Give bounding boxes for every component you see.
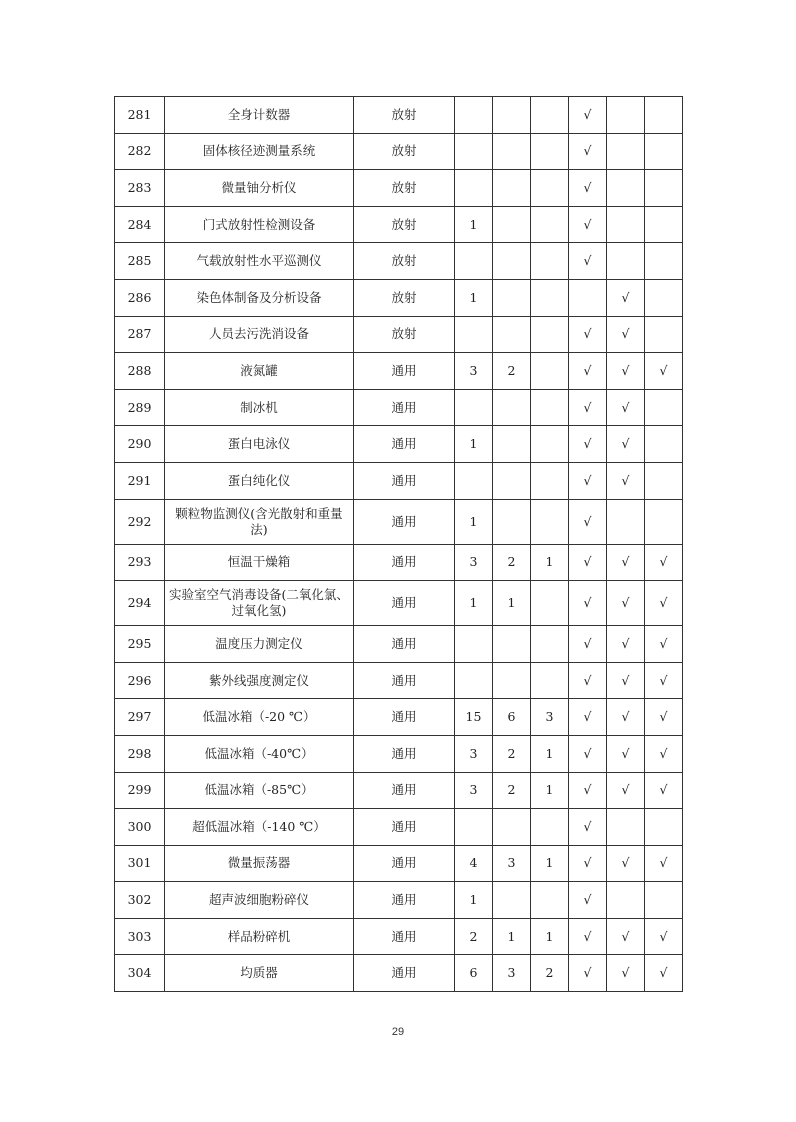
equipment-name: 恒温干燥箱 (165, 544, 354, 581)
quantity-level-1 (455, 170, 493, 207)
quantity-level-3 (531, 97, 569, 134)
quantity-level-2: 6 (493, 699, 531, 736)
row-number: 294 (115, 581, 165, 626)
table-row (115, 389, 683, 426)
table-row (115, 133, 683, 170)
check-level-2: √ (607, 735, 645, 772)
check-level-2 (607, 882, 645, 919)
quantity-level-3 (531, 426, 569, 463)
equipment-category: 通用 (354, 735, 455, 772)
equipment-name: 紫外线强度测定仪 (165, 662, 354, 699)
quantity-level-3: 3 (531, 699, 569, 736)
equipment-name: 超低温冰箱（-140 ℃） (165, 809, 354, 846)
quantity-level-1 (455, 626, 493, 663)
quantity-level-1 (455, 316, 493, 353)
quantity-level-1 (455, 662, 493, 699)
check-level-2 (607, 499, 645, 544)
table-row (115, 882, 683, 919)
check-level-3: √ (645, 581, 683, 626)
quantity-level-2 (493, 809, 531, 846)
check-level-1: √ (569, 882, 607, 919)
equipment-category: 通用 (354, 353, 455, 390)
quantity-level-2: 2 (493, 353, 531, 390)
check-level-3: √ (645, 735, 683, 772)
table-row (115, 955, 683, 992)
row-number: 297 (115, 699, 165, 736)
equipment-category: 通用 (354, 699, 455, 736)
equipment-category: 放射 (354, 206, 455, 243)
quantity-level-2 (493, 133, 531, 170)
table-row (115, 845, 683, 882)
quantity-level-2 (493, 389, 531, 426)
check-level-1: √ (569, 955, 607, 992)
quantity-level-1: 3 (455, 544, 493, 581)
quantity-level-2: 1 (493, 918, 531, 955)
table-body (115, 97, 683, 992)
row-number: 303 (115, 918, 165, 955)
row-number: 291 (115, 462, 165, 499)
quantity-level-1: 2 (455, 918, 493, 955)
check-level-2: √ (607, 389, 645, 426)
quantity-level-2: 2 (493, 772, 531, 809)
check-level-3: √ (645, 918, 683, 955)
check-level-2 (607, 133, 645, 170)
quantity-level-3 (531, 316, 569, 353)
check-level-2 (607, 809, 645, 846)
check-level-2: √ (607, 918, 645, 955)
quantity-level-2 (493, 882, 531, 919)
quantity-level-1: 15 (455, 699, 493, 736)
row-number: 292 (115, 499, 165, 544)
table-row (115, 426, 683, 463)
quantity-level-3 (531, 389, 569, 426)
quantity-level-3 (531, 206, 569, 243)
row-number: 304 (115, 955, 165, 992)
check-level-3: √ (645, 845, 683, 882)
quantity-level-3: 1 (531, 918, 569, 955)
equipment-name: 样品粉碎机 (165, 918, 354, 955)
quantity-level-1: 1 (455, 581, 493, 626)
check-level-1: √ (569, 97, 607, 134)
equipment-category: 放射 (354, 133, 455, 170)
quantity-level-1: 1 (455, 882, 493, 919)
table-row (115, 772, 683, 809)
quantity-level-1: 6 (455, 955, 493, 992)
equipment-name: 门式放射性检测设备 (165, 206, 354, 243)
quantity-level-3 (531, 499, 569, 544)
equipment-name: 染色体制备及分析设备 (165, 279, 354, 316)
quantity-level-2 (493, 97, 531, 134)
quantity-level-2 (493, 426, 531, 463)
check-level-2: √ (607, 955, 645, 992)
quantity-level-1: 3 (455, 353, 493, 390)
equipment-category: 放射 (354, 170, 455, 207)
check-level-3 (645, 882, 683, 919)
equipment-category: 通用 (354, 581, 455, 626)
equipment-name: 实验室空气消毒设备(二氧化氯、过氧化氢) (165, 581, 354, 626)
quantity-level-3: 2 (531, 955, 569, 992)
row-number: 282 (115, 133, 165, 170)
quantity-level-3 (531, 662, 569, 699)
table-row (115, 97, 683, 134)
quantity-level-2 (493, 499, 531, 544)
table-row (115, 699, 683, 736)
check-level-1 (569, 279, 607, 316)
quantity-level-3 (531, 133, 569, 170)
equipment-table (114, 96, 683, 992)
equipment-name: 微量铀分析仪 (165, 170, 354, 207)
check-level-1: √ (569, 426, 607, 463)
equipment-name: 人员去污洗消设备 (165, 316, 354, 353)
row-number: 281 (115, 97, 165, 134)
equipment-category: 放射 (354, 316, 455, 353)
table-row (115, 206, 683, 243)
equipment-category: 通用 (354, 426, 455, 463)
equipment-name: 低温冰箱（-85℃） (165, 772, 354, 809)
check-level-3: √ (645, 544, 683, 581)
check-level-1: √ (569, 499, 607, 544)
check-level-3 (645, 316, 683, 353)
equipment-name: 制冰机 (165, 389, 354, 426)
row-number: 288 (115, 353, 165, 390)
quantity-level-2 (493, 626, 531, 663)
row-number: 283 (115, 170, 165, 207)
row-number: 287 (115, 316, 165, 353)
quantity-level-3 (531, 581, 569, 626)
check-level-2: √ (607, 699, 645, 736)
check-level-2: √ (607, 279, 645, 316)
check-level-3: √ (645, 662, 683, 699)
equipment-category: 通用 (354, 955, 455, 992)
check-level-2 (607, 97, 645, 134)
quantity-level-2: 3 (493, 955, 531, 992)
quantity-level-3: 1 (531, 544, 569, 581)
check-level-2: √ (607, 581, 645, 626)
check-level-1: √ (569, 845, 607, 882)
table-row (115, 626, 683, 663)
equipment-name: 微量振荡器 (165, 845, 354, 882)
quantity-level-1: 4 (455, 845, 493, 882)
check-level-2: √ (607, 845, 645, 882)
check-level-1: √ (569, 462, 607, 499)
check-level-1: √ (569, 809, 607, 846)
equipment-category: 通用 (354, 918, 455, 955)
quantity-level-3 (531, 353, 569, 390)
quantity-level-2 (493, 243, 531, 280)
table-row (115, 353, 683, 390)
check-level-1: √ (569, 243, 607, 280)
quantity-level-2: 2 (493, 544, 531, 581)
check-level-1: √ (569, 353, 607, 390)
check-level-1: √ (569, 316, 607, 353)
check-level-2: √ (607, 772, 645, 809)
check-level-3: √ (645, 699, 683, 736)
table-row (115, 809, 683, 846)
quantity-level-3 (531, 809, 569, 846)
row-number: 302 (115, 882, 165, 919)
check-level-3 (645, 133, 683, 170)
equipment-name: 均质器 (165, 955, 354, 992)
quantity-level-3 (531, 462, 569, 499)
quantity-level-1 (455, 97, 493, 134)
quantity-level-1: 1 (455, 206, 493, 243)
equipment-category: 通用 (354, 772, 455, 809)
row-number: 284 (115, 206, 165, 243)
quantity-level-1: 1 (455, 279, 493, 316)
quantity-level-1: 3 (455, 735, 493, 772)
row-number: 290 (115, 426, 165, 463)
equipment-category: 通用 (354, 544, 455, 581)
table-row (115, 918, 683, 955)
equipment-name: 固体核径迹测量系统 (165, 133, 354, 170)
check-level-1: √ (569, 133, 607, 170)
check-level-2: √ (607, 626, 645, 663)
quantity-level-3: 1 (531, 735, 569, 772)
equipment-category: 通用 (354, 882, 455, 919)
check-level-2: √ (607, 662, 645, 699)
quantity-level-2 (493, 662, 531, 699)
table-row (115, 581, 683, 626)
quantity-level-2 (493, 170, 531, 207)
quantity-level-3 (531, 243, 569, 280)
check-level-1: √ (569, 918, 607, 955)
check-level-2 (607, 206, 645, 243)
check-level-3 (645, 243, 683, 280)
equipment-category: 通用 (354, 845, 455, 882)
quantity-level-1: 1 (455, 426, 493, 463)
quantity-level-2: 2 (493, 735, 531, 772)
equipment-category: 通用 (354, 809, 455, 846)
check-level-2: √ (607, 353, 645, 390)
quantity-level-3 (531, 279, 569, 316)
check-level-1: √ (569, 206, 607, 243)
equipment-category: 通用 (354, 389, 455, 426)
check-level-2 (607, 243, 645, 280)
quantity-level-1 (455, 809, 493, 846)
check-level-3: √ (645, 353, 683, 390)
check-level-3 (645, 170, 683, 207)
table-row (115, 462, 683, 499)
row-number: 300 (115, 809, 165, 846)
check-level-3: √ (645, 626, 683, 663)
row-number: 299 (115, 772, 165, 809)
row-number: 286 (115, 279, 165, 316)
table-row (115, 316, 683, 353)
check-level-3 (645, 97, 683, 134)
quantity-level-3 (531, 882, 569, 919)
check-level-1: √ (569, 581, 607, 626)
equipment-name: 低温冰箱（-40℃） (165, 735, 354, 772)
quantity-level-1 (455, 389, 493, 426)
check-level-1: √ (569, 699, 607, 736)
row-number: 296 (115, 662, 165, 699)
quantity-level-1 (455, 133, 493, 170)
equipment-category: 通用 (354, 499, 455, 544)
check-level-1: √ (569, 389, 607, 426)
check-level-3 (645, 206, 683, 243)
row-number: 295 (115, 626, 165, 663)
check-level-2: √ (607, 544, 645, 581)
check-level-1: √ (569, 170, 607, 207)
table-row (115, 170, 683, 207)
check-level-3 (645, 426, 683, 463)
check-level-3 (645, 809, 683, 846)
table-row (115, 662, 683, 699)
check-level-1: √ (569, 544, 607, 581)
quantity-level-2: 1 (493, 581, 531, 626)
row-number: 289 (115, 389, 165, 426)
row-number: 301 (115, 845, 165, 882)
equipment-name: 低温冰箱（-20 ℃） (165, 699, 354, 736)
equipment-name: 超声波细胞粉碎仪 (165, 882, 354, 919)
check-level-1: √ (569, 662, 607, 699)
quantity-level-2: 3 (493, 845, 531, 882)
check-level-3: √ (645, 955, 683, 992)
check-level-3 (645, 462, 683, 499)
quantity-level-3 (531, 170, 569, 207)
equipment-category: 通用 (354, 462, 455, 499)
equipment-name: 气载放射性水平巡测仪 (165, 243, 354, 280)
quantity-level-2 (493, 279, 531, 316)
equipment-name: 全身计数器 (165, 97, 354, 134)
equipment-name: 液氮罐 (165, 353, 354, 390)
check-level-3: √ (645, 772, 683, 809)
row-number: 285 (115, 243, 165, 280)
table-row (115, 544, 683, 581)
equipment-name: 颗粒物监测仪(含光散射和重量法) (165, 499, 354, 544)
quantity-level-1: 1 (455, 499, 493, 544)
quantity-level-1 (455, 462, 493, 499)
equipment-category: 通用 (354, 626, 455, 663)
check-level-3 (645, 499, 683, 544)
check-level-1: √ (569, 626, 607, 663)
quantity-level-2 (493, 316, 531, 353)
equipment-name: 蛋白纯化仪 (165, 462, 354, 499)
table-row (115, 735, 683, 772)
page-number: 29 (391, 1026, 405, 1038)
table-row (115, 499, 683, 544)
equipment-category: 放射 (354, 97, 455, 134)
check-level-2: √ (607, 462, 645, 499)
check-level-2: √ (607, 316, 645, 353)
equipment-category: 放射 (354, 243, 455, 280)
quantity-level-2 (493, 462, 531, 499)
check-level-1: √ (569, 735, 607, 772)
table-row (115, 243, 683, 280)
equipment-name: 温度压力测定仪 (165, 626, 354, 663)
row-number: 298 (115, 735, 165, 772)
quantity-level-3: 1 (531, 772, 569, 809)
quantity-level-3 (531, 626, 569, 663)
quantity-level-2 (493, 206, 531, 243)
check-level-3 (645, 389, 683, 426)
quantity-level-1: 3 (455, 772, 493, 809)
quantity-level-1 (455, 243, 493, 280)
check-level-2: √ (607, 426, 645, 463)
check-level-2 (607, 170, 645, 207)
quantity-level-3: 1 (531, 845, 569, 882)
check-level-3 (645, 279, 683, 316)
equipment-name: 蛋白电泳仪 (165, 426, 354, 463)
check-level-1: √ (569, 772, 607, 809)
equipment-category: 通用 (354, 662, 455, 699)
row-number: 293 (115, 544, 165, 581)
table-row (115, 279, 683, 316)
equipment-category: 放射 (354, 279, 455, 316)
